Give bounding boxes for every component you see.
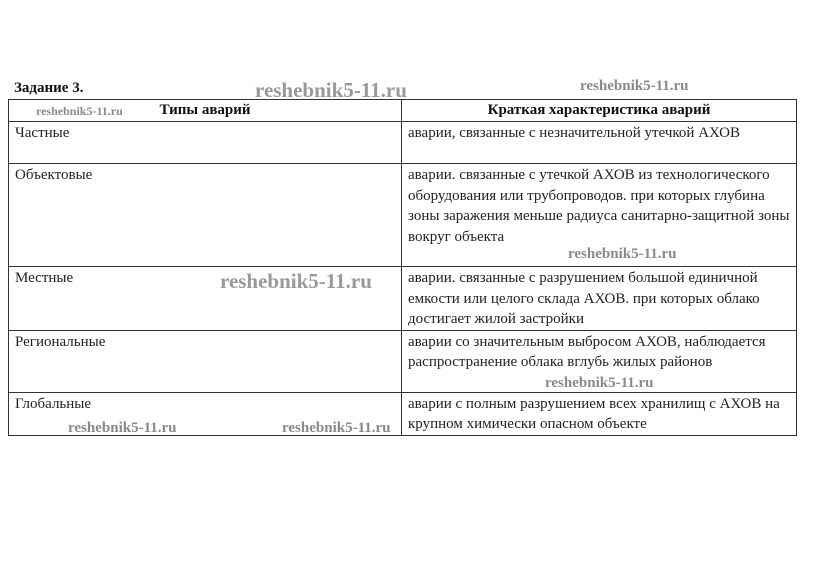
watermark: reshebnik5-11.ru — [580, 78, 689, 94]
accident-type-cell: Региональные — [9, 330, 402, 392]
watermark: reshebnik5-11.ru — [36, 104, 123, 118]
header-accident-types: Типы аварий — [9, 100, 402, 122]
watermark: reshebnik5-11.ru — [545, 375, 654, 391]
accident-type-cell: Частные — [9, 122, 402, 164]
accident-description-cell: аварии с полным разрушением всех хранилищ с АХОВ на крупном химически опасном объекте — [402, 392, 797, 435]
accident-type-cell: Объектовые — [9, 164, 402, 267]
watermark: reshebnik5-11.ru — [68, 420, 177, 436]
table-row — [9, 330, 797, 392]
accident-description-cell: аварии. связанные с утечкой АХОВ из технологического оборудования или трубопроводов. при которых глубина зоны заражения меньше радиуса санитарно-защитной зоны вокруг объекта — [402, 164, 797, 267]
table-row — [9, 122, 797, 164]
watermark: reshebnik5-11.ru — [255, 78, 407, 102]
accident-type-cell: Глобальные — [9, 392, 402, 435]
table-row — [9, 392, 797, 435]
accident-description-cell: аварии со значительным выбросом АХОВ, наблюдается распространение облака вглубь жилых районов — [402, 330, 797, 392]
table-row — [9, 164, 797, 267]
table-row — [9, 267, 797, 331]
accident-description-cell: аварии, связанные с незначительной утечкой АХОВ — [402, 122, 797, 164]
watermark: reshebnik5-11.ru — [282, 420, 391, 436]
header-accident-description: Краткая характеристика аварий — [402, 100, 797, 122]
accident-types-table — [8, 99, 797, 436]
accident-description-cell: аварии. связанные с разрушением большой единичной емкости или целого склада АХОВ. при которых облако достигает жилой застройки — [402, 267, 797, 331]
accident-type-cell: Местные — [9, 267, 402, 331]
task-title: Задание 3. — [14, 80, 84, 96]
watermark: reshebnik5-11.ru — [220, 269, 372, 293]
watermark: reshebnik5-11.ru — [568, 246, 677, 262]
table-header-row — [9, 100, 797, 122]
